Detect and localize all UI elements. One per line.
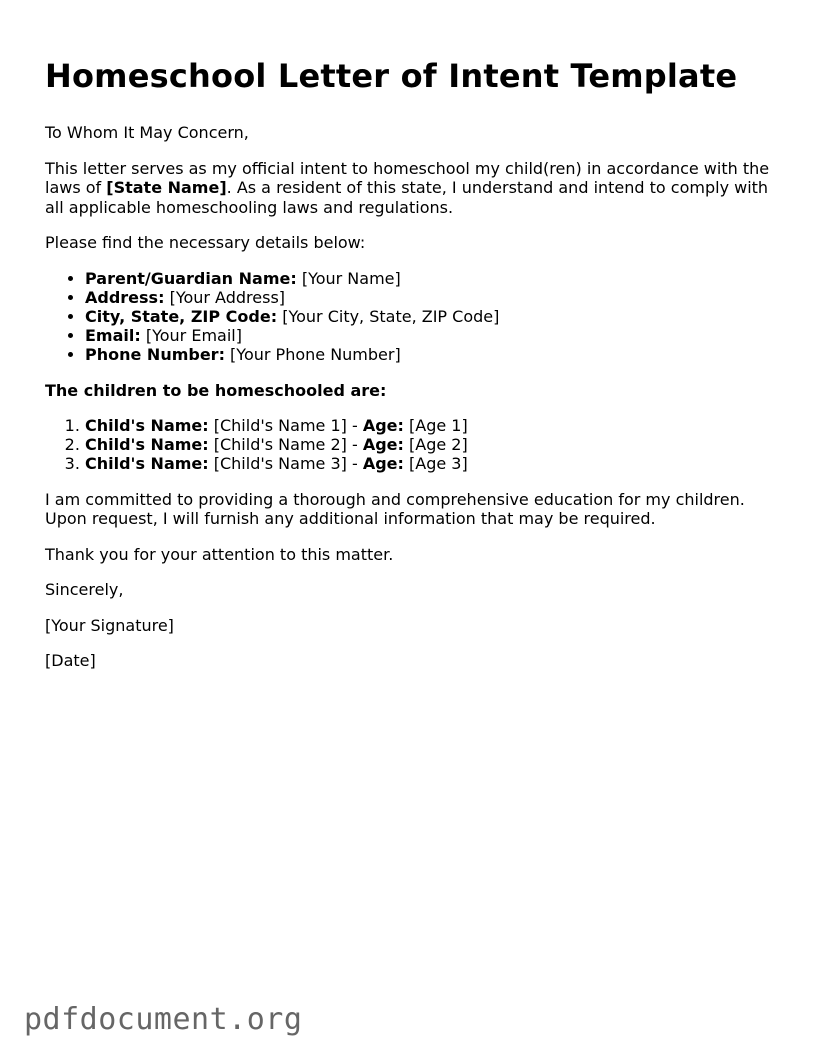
letter-page: [45, 56, 780, 687]
detail-label: Email:: [85, 326, 141, 346]
child-name-value: [Child's Name 2] -: [208, 435, 363, 455]
child-name-value: [Child's Name 1] -: [208, 416, 363, 436]
details-list: [45, 269, 780, 365]
commitment-paragraph: I am committed to providing a thorough and comprehensive education for my children. Upon request, I will furnish any additional information that may be required.: [45, 489, 745, 529]
children-heading: The children to be homeschooled are:: [45, 380, 387, 400]
intro-paragraph: [45, 159, 780, 218]
page-title: Homeschool Letter of Intent Template: [45, 57, 738, 95]
detail-label: Phone Number:: [85, 345, 225, 365]
watermark: pdfdocument.org: [24, 1002, 303, 1037]
list-item: [85, 435, 780, 454]
state-name-placeholder: [State Name]: [106, 178, 227, 197]
child-age-value: [Age 2]: [403, 435, 468, 455]
detail-value: [Your Email]: [140, 326, 242, 346]
list-item: [85, 345, 780, 364]
detail-label: Parent/Guardian Name:: [85, 268, 297, 288]
child-name-value: [Child's Name 3] -: [208, 454, 363, 474]
closing: Sincerely,: [45, 580, 124, 600]
child-age-value: [Age 1]: [403, 416, 468, 436]
list-item: [85, 307, 780, 326]
list-item: [85, 288, 780, 307]
signature-placeholder: [Your Signature]: [45, 615, 174, 635]
detail-value: [Your City, State, ZIP Code]: [277, 306, 500, 326]
child-name-label: Child's Name:: [85, 435, 209, 455]
detail-value: [Your Name]: [296, 268, 401, 288]
child-age-label: Age:: [362, 435, 404, 455]
detail-value: [Your Phone Number]: [224, 345, 401, 365]
child-name-label: Child's Name:: [85, 454, 209, 474]
detail-label: City, State, ZIP Code:: [85, 306, 278, 326]
thanks-paragraph: Thank you for your attention to this matter.: [45, 544, 394, 564]
date-placeholder: [Date]: [45, 651, 96, 671]
child-age-value: [Age 3]: [403, 454, 468, 474]
intro-part-2: . As a resident of this state, I understand and intend to comply with all applicable homeschooling laws and regulations.: [45, 178, 769, 217]
list-item: [85, 454, 780, 473]
salutation: To Whom It May Concern,: [45, 123, 249, 142]
child-name-label: Child's Name:: [85, 416, 209, 436]
details-intro: Please find the necessary details below:: [45, 233, 366, 252]
child-age-label: Age:: [362, 454, 404, 474]
intro-part-1: This letter serves as my official intent to homeschool my child(ren) in accordance with the laws of: [45, 158, 770, 197]
children-list: [45, 416, 780, 474]
list-item: [85, 416, 780, 435]
detail-value: [Your Address]: [164, 287, 286, 307]
child-age-label: Age:: [362, 416, 404, 436]
list-item: [85, 326, 780, 345]
list-item: [85, 269, 780, 288]
detail-label: Address:: [85, 287, 165, 307]
